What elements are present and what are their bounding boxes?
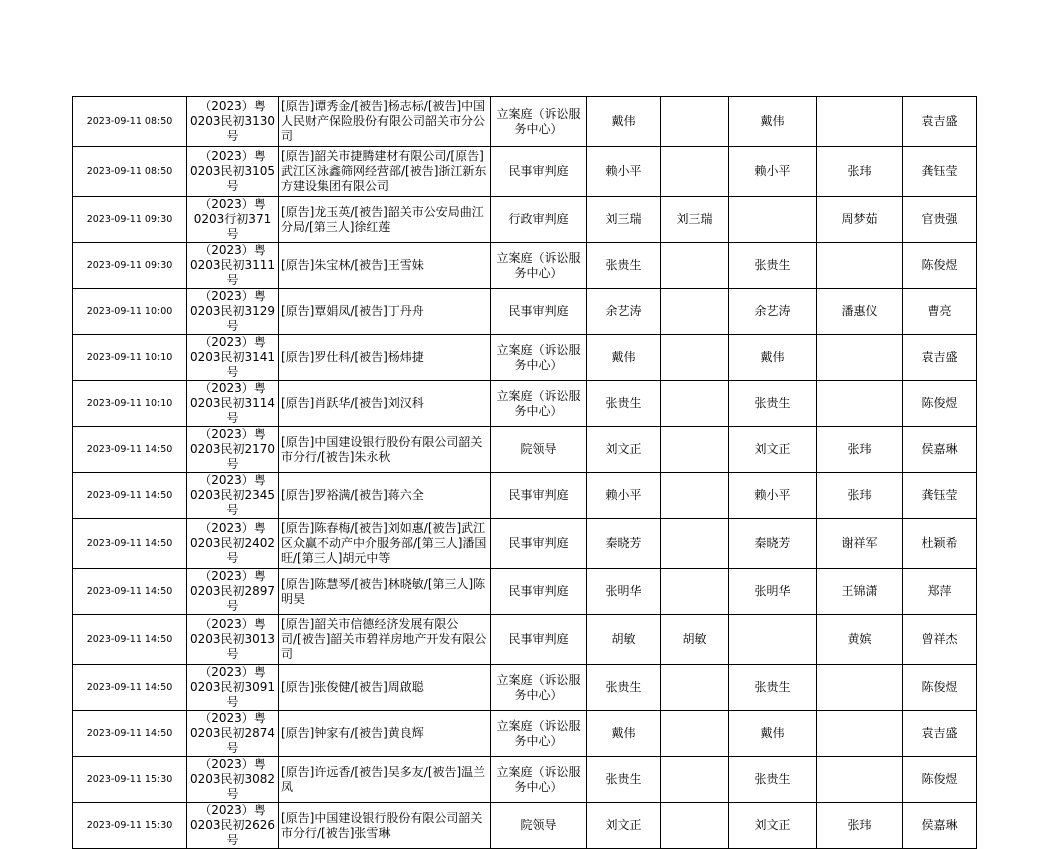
juror-cell: 张玮	[817, 147, 903, 197]
table-row	[73, 757, 977, 803]
parties-cell: [原告]肖跃华/[被告]刘汉科	[279, 381, 491, 427]
judge-cell	[661, 569, 729, 615]
clerk-cell: 袁吉盛	[903, 335, 977, 381]
hearing-time-cell: 2023-09-11 10:10	[73, 381, 187, 427]
parties-cell: [原告]钟家有/[被告]黄良辉	[279, 711, 491, 757]
table-row	[73, 427, 977, 473]
presiding-judge-cell: 赖小平	[587, 147, 661, 197]
table-row	[73, 569, 977, 615]
juror-cell	[817, 757, 903, 803]
parties-cell: [原告]中国建设银行股份有限公司韶关市分行/[被告]张雪琳	[279, 803, 491, 849]
department-cell: 民事审判庭	[491, 615, 587, 665]
table-row	[73, 147, 977, 197]
parties-cell: [原告]陈春梅/[被告]刘如惠/[被告]武江区众赢不动产中介服务部/[第三人]潘国旺/[第三人]胡元中等	[279, 519, 491, 569]
presiding-judge-cell: 秦晓芳	[587, 519, 661, 569]
table-row	[73, 615, 977, 665]
case-number-cell: （2023）粤0203民初3130号	[187, 97, 279, 147]
hearing-time-cell: 2023-09-11 08:50	[73, 97, 187, 147]
hearing-time-cell: 2023-09-11 14:50	[73, 665, 187, 711]
table-row	[73, 335, 977, 381]
judge-cell	[661, 427, 729, 473]
hearing-time-cell: 2023-09-11 15:30	[73, 757, 187, 803]
department-cell: 院领导	[491, 803, 587, 849]
department-cell: 立案庭（诉讼服务中心）	[491, 381, 587, 427]
case-handler-cell: 刘文正	[729, 803, 817, 849]
juror-cell: 潘惠仪	[817, 289, 903, 335]
judge-cell	[661, 335, 729, 381]
hearing-time-cell: 2023-09-11 14:50	[73, 569, 187, 615]
presiding-judge-cell: 戴伟	[587, 97, 661, 147]
clerk-cell: 龚钰莹	[903, 473, 977, 519]
judge-cell	[661, 381, 729, 427]
clerk-cell: 侯嘉琳	[903, 803, 977, 849]
clerk-cell: 曾祥杰	[903, 615, 977, 665]
juror-cell	[817, 381, 903, 427]
department-cell: 民事审判庭	[491, 519, 587, 569]
clerk-cell: 陈俊煜	[903, 381, 977, 427]
case-number-cell: （2023）粤0203民初3111号	[187, 243, 279, 289]
department-cell: 立案庭（诉讼服务中心）	[491, 711, 587, 757]
department-cell: 民事审判庭	[491, 569, 587, 615]
clerk-cell: 曹亮	[903, 289, 977, 335]
department-cell: 民事审判庭	[491, 473, 587, 519]
case-handler-cell: 戴伟	[729, 711, 817, 757]
case-handler-cell: 张贵生	[729, 243, 817, 289]
judge-cell: 刘三瑞	[661, 197, 729, 243]
case-number-cell: （2023）粤0203民初3082号	[187, 757, 279, 803]
judge-cell	[661, 519, 729, 569]
presiding-judge-cell: 刘文正	[587, 803, 661, 849]
hearing-time-cell: 2023-09-11 14:50	[73, 711, 187, 757]
case-handler-cell: 戴伟	[729, 97, 817, 147]
case-number-cell: （2023）粤0203民初3013号	[187, 615, 279, 665]
clerk-cell: 袁吉盛	[903, 711, 977, 757]
parties-cell: [原告]罗裕满/[被告]蒋六全	[279, 473, 491, 519]
case-number-cell: （2023）粤0203民初3105号	[187, 147, 279, 197]
judge-cell	[661, 473, 729, 519]
case-number-cell: （2023）粤0203民初2874号	[187, 711, 279, 757]
juror-cell	[817, 665, 903, 711]
table-row	[73, 519, 977, 569]
case-handler-cell: 余艺涛	[729, 289, 817, 335]
presiding-judge-cell: 张明华	[587, 569, 661, 615]
presiding-judge-cell: 胡敏	[587, 615, 661, 665]
juror-cell: 周梦茹	[817, 197, 903, 243]
parties-cell: [原告]谭秀金/[被告]杨志标/[被告]中国人民财产保险股份有限公司韶关市分公司	[279, 97, 491, 147]
hearing-time-cell: 2023-09-11 08:50	[73, 147, 187, 197]
table-row	[73, 289, 977, 335]
presiding-judge-cell: 赖小平	[587, 473, 661, 519]
judge-cell	[661, 243, 729, 289]
case-number-cell: （2023）粤0203民初2345号	[187, 473, 279, 519]
presiding-judge-cell: 戴伟	[587, 711, 661, 757]
department-cell: 立案庭（诉讼服务中心）	[491, 97, 587, 147]
table-row	[73, 97, 977, 147]
parties-cell: [原告]龙玉英/[被告]韶关市公安局曲江分局/[第三人]徐红莲	[279, 197, 491, 243]
parties-cell: [原告]韶关市捷腾建材有限公司/[原告]武江区泳鑫筛网经营部/[被告]浙江新东方建设集团有限公司	[279, 147, 491, 197]
presiding-judge-cell: 戴伟	[587, 335, 661, 381]
department-cell: 立案庭（诉讼服务中心）	[491, 665, 587, 711]
juror-cell	[817, 335, 903, 381]
parties-cell: [原告]中国建设银行股份有限公司韶关市分行/[被告]朱永秋	[279, 427, 491, 473]
case-handler-cell: 刘文正	[729, 427, 817, 473]
hearing-time-cell: 2023-09-11 09:30	[73, 243, 187, 289]
parties-cell: [原告]陈慧琴/[被告]林晓敏/[第三人]陈明昊	[279, 569, 491, 615]
case-handler-cell: 张贵生	[729, 381, 817, 427]
case-handler-cell: 赖小平	[729, 147, 817, 197]
clerk-cell: 袁吉盛	[903, 97, 977, 147]
case-number-cell: （2023）粤0203民初3091号	[187, 665, 279, 711]
clerk-cell: 龚钰莹	[903, 147, 977, 197]
parties-cell: [原告]张俊健/[被告]周啟聪	[279, 665, 491, 711]
case-handler-cell: 赖小平	[729, 473, 817, 519]
juror-cell	[817, 243, 903, 289]
juror-cell: 谢祥军	[817, 519, 903, 569]
case-number-cell: （2023）粤0203民初3114号	[187, 381, 279, 427]
hearing-time-cell: 2023-09-11 14:50	[73, 473, 187, 519]
parties-cell: [原告]许远香/[被告]吴多友/[被告]温兰凤	[279, 757, 491, 803]
juror-cell: 张玮	[817, 803, 903, 849]
hearing-time-cell: 2023-09-11 14:50	[73, 519, 187, 569]
department-cell: 民事审判庭	[491, 289, 587, 335]
juror-cell: 黄嫔	[817, 615, 903, 665]
table-row	[73, 197, 977, 243]
case-handler-cell: 戴伟	[729, 335, 817, 381]
clerk-cell: 官贵强	[903, 197, 977, 243]
presiding-judge-cell: 张贵生	[587, 757, 661, 803]
department-cell: 行政审判庭	[491, 197, 587, 243]
hearing-time-cell: 2023-09-11 15:30	[73, 803, 187, 849]
hearing-time-cell: 2023-09-11 10:10	[73, 335, 187, 381]
table-row	[73, 381, 977, 427]
clerk-cell: 陈俊煜	[903, 757, 977, 803]
table-row	[73, 711, 977, 757]
hearing-time-cell: 2023-09-11 14:50	[73, 427, 187, 473]
case-number-cell: （2023）粤0203民初2897号	[187, 569, 279, 615]
table-row	[73, 803, 977, 849]
department-cell: 立案庭（诉讼服务中心）	[491, 243, 587, 289]
case-handler-cell: 张明华	[729, 569, 817, 615]
department-cell: 院领导	[491, 427, 587, 473]
table-row	[73, 665, 977, 711]
case-handler-cell: 秦晓芳	[729, 519, 817, 569]
department-cell: 立案庭（诉讼服务中心）	[491, 335, 587, 381]
department-cell: 民事审判庭	[491, 147, 587, 197]
case-handler-cell	[729, 197, 817, 243]
judge-cell	[661, 665, 729, 711]
case-number-cell: （2023）粤0203民初2170号	[187, 427, 279, 473]
case-handler-cell	[729, 615, 817, 665]
parties-cell: [原告]覃娟凤/[被告]丁丹舟	[279, 289, 491, 335]
hearing-time-cell: 2023-09-11 14:50	[73, 615, 187, 665]
case-number-cell: （2023）粤0203民初3141号	[187, 335, 279, 381]
clerk-cell: 郑萍	[903, 569, 977, 615]
judge-cell	[661, 711, 729, 757]
clerk-cell: 陈俊煜	[903, 243, 977, 289]
parties-cell: [原告]罗仕科/[被告]杨炜捷	[279, 335, 491, 381]
case-number-cell: （2023）粤0203民初2626号	[187, 803, 279, 849]
case-number-cell: （2023）粤0203行初371号	[187, 197, 279, 243]
judge-cell	[661, 803, 729, 849]
judge-cell	[661, 147, 729, 197]
clerk-cell: 杜颖希	[903, 519, 977, 569]
presiding-judge-cell: 刘文正	[587, 427, 661, 473]
table-row	[73, 243, 977, 289]
presiding-judge-cell: 张贵生	[587, 665, 661, 711]
hearing-time-cell: 2023-09-11 10:00	[73, 289, 187, 335]
parties-cell: [原告]朱宝林/[被告]王雪妹	[279, 243, 491, 289]
presiding-judge-cell: 余艺涛	[587, 289, 661, 335]
case-handler-cell: 张贵生	[729, 665, 817, 711]
presiding-judge-cell: 刘三瑞	[587, 197, 661, 243]
clerk-cell: 陈俊煜	[903, 665, 977, 711]
case-number-cell: （2023）粤0203民初3129号	[187, 289, 279, 335]
hearing-time-cell: 2023-09-11 09:30	[73, 197, 187, 243]
case-handler-cell: 张贵生	[729, 757, 817, 803]
table-row	[73, 473, 977, 519]
presiding-judge-cell: 张贵生	[587, 243, 661, 289]
juror-cell	[817, 711, 903, 757]
presiding-judge-cell: 张贵生	[587, 381, 661, 427]
hearing-schedule-table	[72, 96, 977, 849]
judge-cell	[661, 289, 729, 335]
juror-cell: 张玮	[817, 473, 903, 519]
juror-cell	[817, 97, 903, 147]
juror-cell: 王锦潇	[817, 569, 903, 615]
department-cell: 立案庭（诉讼服务中心）	[491, 757, 587, 803]
case-number-cell: （2023）粤0203民初2402号	[187, 519, 279, 569]
judge-cell	[661, 97, 729, 147]
juror-cell: 张玮	[817, 427, 903, 473]
clerk-cell: 侯嘉琳	[903, 427, 977, 473]
parties-cell: [原告]韶关市信德经济发展有限公司/[被告]韶关市碧祥房地产开发有限公司	[279, 615, 491, 665]
judge-cell: 胡敏	[661, 615, 729, 665]
judge-cell	[661, 757, 729, 803]
